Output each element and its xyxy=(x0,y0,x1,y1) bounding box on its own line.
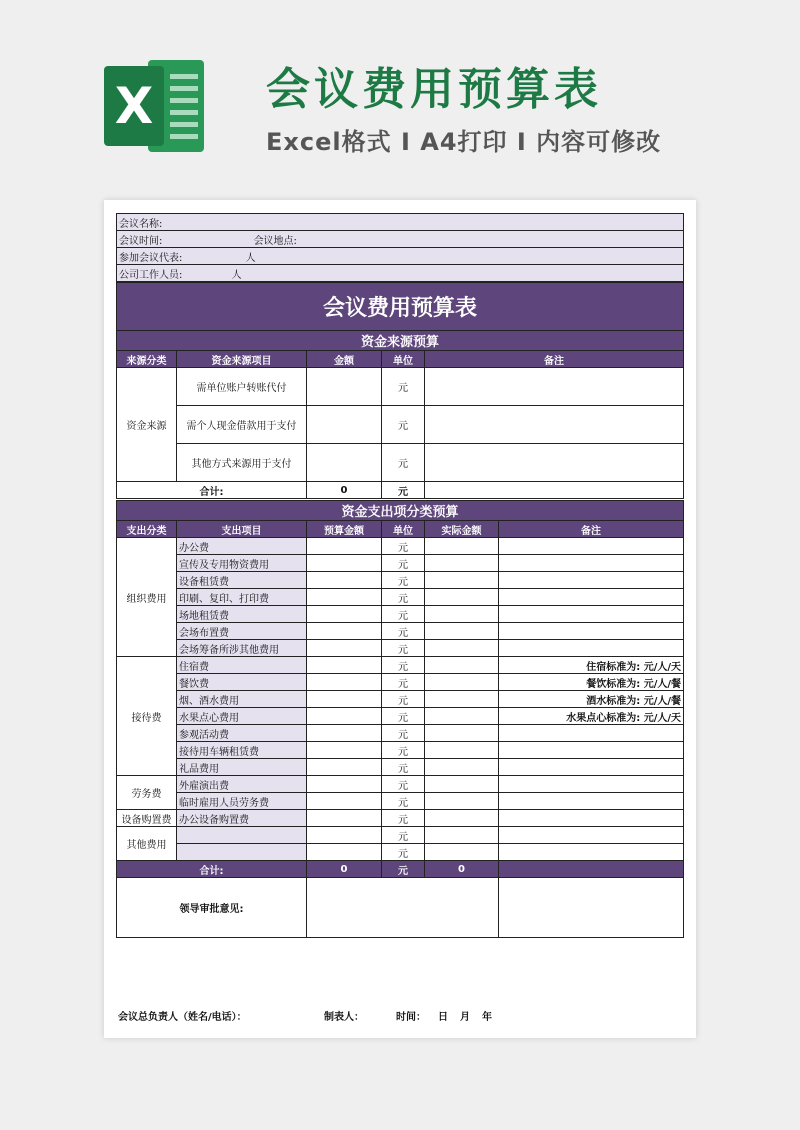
col-expense-item: 支出项目 xyxy=(177,521,307,538)
budget-amount-cell[interactable] xyxy=(307,793,382,810)
source-section-title: 资金来源预算 xyxy=(117,331,684,351)
budget-amount-cell[interactable] xyxy=(307,538,382,555)
source-item-cell: 其他方式来源用于支付 xyxy=(177,444,307,482)
expense-row xyxy=(117,776,684,793)
expense-row xyxy=(117,793,684,810)
budget-amount-cell[interactable] xyxy=(307,810,382,827)
expense-row xyxy=(117,810,684,827)
col-budget-amount: 预算金额 xyxy=(307,521,382,538)
actual-amount-cell[interactable] xyxy=(425,742,499,759)
col-amount: 金额 xyxy=(307,351,382,368)
source-amount-cell[interactable] xyxy=(307,444,382,482)
expense-note-cell[interactable] xyxy=(499,793,684,810)
expense-unit-cell: 元 xyxy=(382,538,425,555)
expense-category-cell: 设备购置费 xyxy=(117,810,177,827)
expense-unit-cell: 元 xyxy=(382,725,425,742)
budget-amount-cell[interactable] xyxy=(307,674,382,691)
expense-unit-cell: 元 xyxy=(382,776,425,793)
expense-note-cell[interactable] xyxy=(499,725,684,742)
expense-unit-cell: 元 xyxy=(382,793,425,810)
expense-row xyxy=(117,572,684,589)
meeting-time-label: 会议时间: xyxy=(119,235,163,247)
source-total-value: 0 xyxy=(307,482,382,499)
expense-note-cell[interactable]: 餐饮标准为: 元/人/餐 xyxy=(499,674,684,691)
expense-row xyxy=(117,640,684,657)
excel-logo xyxy=(104,60,204,152)
expense-note-cell[interactable] xyxy=(499,589,684,606)
expense-unit-cell: 元 xyxy=(382,623,425,640)
budget-amount-cell[interactable] xyxy=(307,827,382,844)
sheet-title: 会议费用预算表 xyxy=(117,283,684,331)
actual-amount-cell[interactable] xyxy=(425,555,499,572)
expense-item-cell: 会场布置费 xyxy=(177,623,307,640)
actual-amount-cell[interactable] xyxy=(425,725,499,742)
approval-note-cell[interactable] xyxy=(499,878,684,938)
maker-label: 制表人： xyxy=(324,1012,364,1023)
expense-item-cell: 参观活动费 xyxy=(177,725,307,742)
col-source-category: 来源分类 xyxy=(117,351,177,368)
budget-amount-cell[interactable] xyxy=(307,657,382,674)
expense-row xyxy=(117,538,684,555)
expense-row xyxy=(117,674,684,691)
expense-row xyxy=(117,606,684,623)
expense-unit-cell: 元 xyxy=(382,810,425,827)
staff-unit: 人 xyxy=(231,269,242,281)
page-title: 会议费用预算表 xyxy=(266,64,602,115)
actual-amount-cell[interactable] xyxy=(425,640,499,657)
expense-row xyxy=(117,691,684,708)
expense-unit-cell: 元 xyxy=(382,691,425,708)
expense-unit-cell: 元 xyxy=(382,555,425,572)
budget-amount-cell[interactable] xyxy=(307,640,382,657)
expense-note-cell[interactable] xyxy=(499,555,684,572)
expense-unit-cell: 元 xyxy=(382,708,425,725)
expense-rows xyxy=(117,538,684,861)
actual-amount-cell[interactable] xyxy=(425,572,499,589)
source-note-cell[interactable] xyxy=(425,406,684,444)
actual-amount-cell[interactable] xyxy=(425,538,499,555)
budget-amount-cell[interactable] xyxy=(307,759,382,776)
actual-amount-cell[interactable] xyxy=(425,810,499,827)
expense-total-budget: 0 xyxy=(307,861,382,878)
expense-row xyxy=(117,708,684,725)
expense-item-cell: 临时雇用人员劳务费 xyxy=(177,793,307,810)
expense-item-cell: 印刷、复印、打印费 xyxy=(177,589,307,606)
source-note-cell[interactable] xyxy=(425,368,684,406)
expense-item-cell: 水果点心费用 xyxy=(177,708,307,725)
expense-unit-cell: 元 xyxy=(382,742,425,759)
meeting-info-table xyxy=(116,213,684,282)
source-budget-table xyxy=(116,282,684,499)
budget-amount-cell[interactable] xyxy=(307,606,382,623)
expense-category-cell: 其他费用 xyxy=(117,827,177,861)
expense-note-cell[interactable]: 水果点心标准为: 元/人/天 xyxy=(499,708,684,725)
expense-row xyxy=(117,759,684,776)
expense-unit-cell: 元 xyxy=(382,572,425,589)
expense-note-cell[interactable] xyxy=(499,640,684,657)
expense-row xyxy=(117,589,684,606)
budget-amount-cell[interactable] xyxy=(307,572,382,589)
col-source-item: 资金来源项目 xyxy=(177,351,307,368)
expense-item-cell: 办公费 xyxy=(177,538,307,555)
meeting-name-label[interactable]: 会议名称: xyxy=(117,214,684,231)
actual-amount-cell[interactable] xyxy=(425,623,499,640)
col-unit: 单位 xyxy=(382,351,425,368)
source-unit-cell: 元 xyxy=(382,368,425,406)
approval-cell[interactable] xyxy=(307,878,499,938)
source-item-cell: 需单位账户转账代付 xyxy=(177,368,307,406)
expense-unit-cell: 元 xyxy=(382,640,425,657)
expense-note-cell[interactable] xyxy=(499,810,684,827)
budget-amount-cell[interactable] xyxy=(307,555,382,572)
budget-amount-cell[interactable] xyxy=(307,742,382,759)
expense-item-cell: 外雇演出费 xyxy=(177,776,307,793)
source-note-cell[interactable] xyxy=(425,444,684,482)
expense-item-cell: 设备租赁费 xyxy=(177,572,307,589)
expense-item-cell: 烟、酒水费用 xyxy=(177,691,307,708)
expense-item-cell xyxy=(177,844,307,861)
expense-item-cell: 办公设备购置费 xyxy=(177,810,307,827)
month-label: 月 xyxy=(460,1012,470,1023)
day-label: 日 xyxy=(438,1012,448,1023)
expense-row xyxy=(117,844,684,861)
expense-note-cell[interactable] xyxy=(499,538,684,555)
expense-note-cell[interactable] xyxy=(499,827,684,844)
actual-amount-cell[interactable] xyxy=(425,844,499,861)
expense-row xyxy=(117,725,684,742)
expense-unit-cell: 元 xyxy=(382,657,425,674)
source-unit-cell: 元 xyxy=(382,444,425,482)
expense-note-cell[interactable] xyxy=(499,742,684,759)
source-amount-cell[interactable] xyxy=(307,368,382,406)
expense-item-cell: 会场筹备所涉其他费用 xyxy=(177,640,307,657)
expense-note-cell[interactable] xyxy=(499,623,684,640)
expense-item-cell xyxy=(177,827,307,844)
actual-amount-cell[interactable] xyxy=(425,776,499,793)
expense-category-cell: 组织费用 xyxy=(117,538,177,657)
attendees-label: 参加会议代表: xyxy=(119,252,183,264)
actual-amount-cell[interactable] xyxy=(425,708,499,725)
meeting-time-row[interactable] xyxy=(117,231,684,248)
actual-amount-cell[interactable] xyxy=(425,691,499,708)
source-unit-cell: 元 xyxy=(382,406,425,444)
expense-category-cell: 接待费 xyxy=(117,657,177,776)
expense-unit-cell: 元 xyxy=(382,827,425,844)
expense-unit-cell: 元 xyxy=(382,759,425,776)
expense-row xyxy=(117,742,684,759)
time-label: 时间： xyxy=(396,1012,426,1023)
col-expense-category: 支出分类 xyxy=(117,521,177,538)
expense-unit-cell: 元 xyxy=(382,674,425,691)
expense-note-cell[interactable]: 酒水标准为: 元/人/餐 xyxy=(499,691,684,708)
expense-section-title: 资金支出项分类预算 xyxy=(117,501,684,521)
attendees-unit: 人 xyxy=(245,252,256,264)
source-total-unit: 元 xyxy=(382,482,425,499)
expense-row xyxy=(117,827,684,844)
excel-x-letter: X xyxy=(114,77,154,135)
expense-note-cell[interactable] xyxy=(499,776,684,793)
expense-note-cell[interactable] xyxy=(499,759,684,776)
source-category-cell: 资金来源 xyxy=(117,368,177,482)
col-note: 备注 xyxy=(499,521,684,538)
expense-unit-cell: 元 xyxy=(382,606,425,623)
budget-amount-cell[interactable] xyxy=(307,589,382,606)
actual-amount-cell[interactable] xyxy=(425,674,499,691)
source-item-cell: 需个人现金借款用于支付 xyxy=(177,406,307,444)
expense-row xyxy=(117,657,684,674)
expense-note-cell[interactable]: 住宿标准为: 元/人/天 xyxy=(499,657,684,674)
budget-amount-cell[interactable] xyxy=(307,691,382,708)
meeting-place-label: 会议地点: xyxy=(253,235,297,247)
budget-amount-cell[interactable] xyxy=(307,844,382,861)
staff-row[interactable] xyxy=(117,265,684,282)
budget-amount-cell[interactable] xyxy=(307,708,382,725)
source-amount-cell[interactable] xyxy=(307,406,382,444)
expense-item-cell: 住宿费 xyxy=(177,657,307,674)
budget-amount-cell[interactable] xyxy=(307,776,382,793)
attendees-row[interactable] xyxy=(117,248,684,265)
expense-budget-table xyxy=(116,500,684,938)
source-total-label: 合计: xyxy=(117,482,307,499)
leader-label: 会议总负责人（姓名/电话）： xyxy=(118,1012,247,1023)
budget-sheet xyxy=(104,200,696,1038)
budget-amount-cell[interactable] xyxy=(307,623,382,640)
staff-label: 公司工作人员: xyxy=(119,269,183,281)
col-note: 备注 xyxy=(425,351,684,368)
expense-row xyxy=(117,623,684,640)
expense-item-cell: 礼品费用 xyxy=(177,759,307,776)
expense-row xyxy=(117,555,684,572)
expense-item-cell: 餐饮费 xyxy=(177,674,307,691)
expense-item-cell: 场地租赁费 xyxy=(177,606,307,623)
budget-amount-cell[interactable] xyxy=(307,725,382,742)
approval-label: 领导审批意见: xyxy=(117,878,307,938)
col-unit: 单位 xyxy=(382,521,425,538)
expense-total-unit: 元 xyxy=(382,861,425,878)
expense-total-actual: 0 xyxy=(425,861,499,878)
actual-amount-cell[interactable] xyxy=(425,759,499,776)
expense-note-cell[interactable] xyxy=(499,606,684,623)
expense-category-cell: 劳务费 xyxy=(117,776,177,810)
actual-amount-cell[interactable] xyxy=(425,793,499,810)
actual-amount-cell[interactable] xyxy=(425,589,499,606)
expense-unit-cell: 元 xyxy=(382,589,425,606)
col-actual-amount: 实际金额 xyxy=(425,521,499,538)
expense-note-cell[interactable] xyxy=(499,844,684,861)
expense-total-label: 合计: xyxy=(117,861,307,878)
source-total-note xyxy=(425,482,684,499)
actual-amount-cell[interactable] xyxy=(425,606,499,623)
year-label: 年 xyxy=(482,1012,492,1023)
page-subtitle: Excel格式 I A4打印 I 内容可修改 xyxy=(266,128,662,156)
expense-total-note xyxy=(499,861,684,878)
actual-amount-cell[interactable] xyxy=(425,827,499,844)
expense-item-cell: 宣传及专用物资费用 xyxy=(177,555,307,572)
expense-item-cell: 接待用车辆租赁费 xyxy=(177,742,307,759)
expense-unit-cell: 元 xyxy=(382,844,425,861)
actual-amount-cell[interactable] xyxy=(425,657,499,674)
expense-note-cell[interactable] xyxy=(499,572,684,589)
